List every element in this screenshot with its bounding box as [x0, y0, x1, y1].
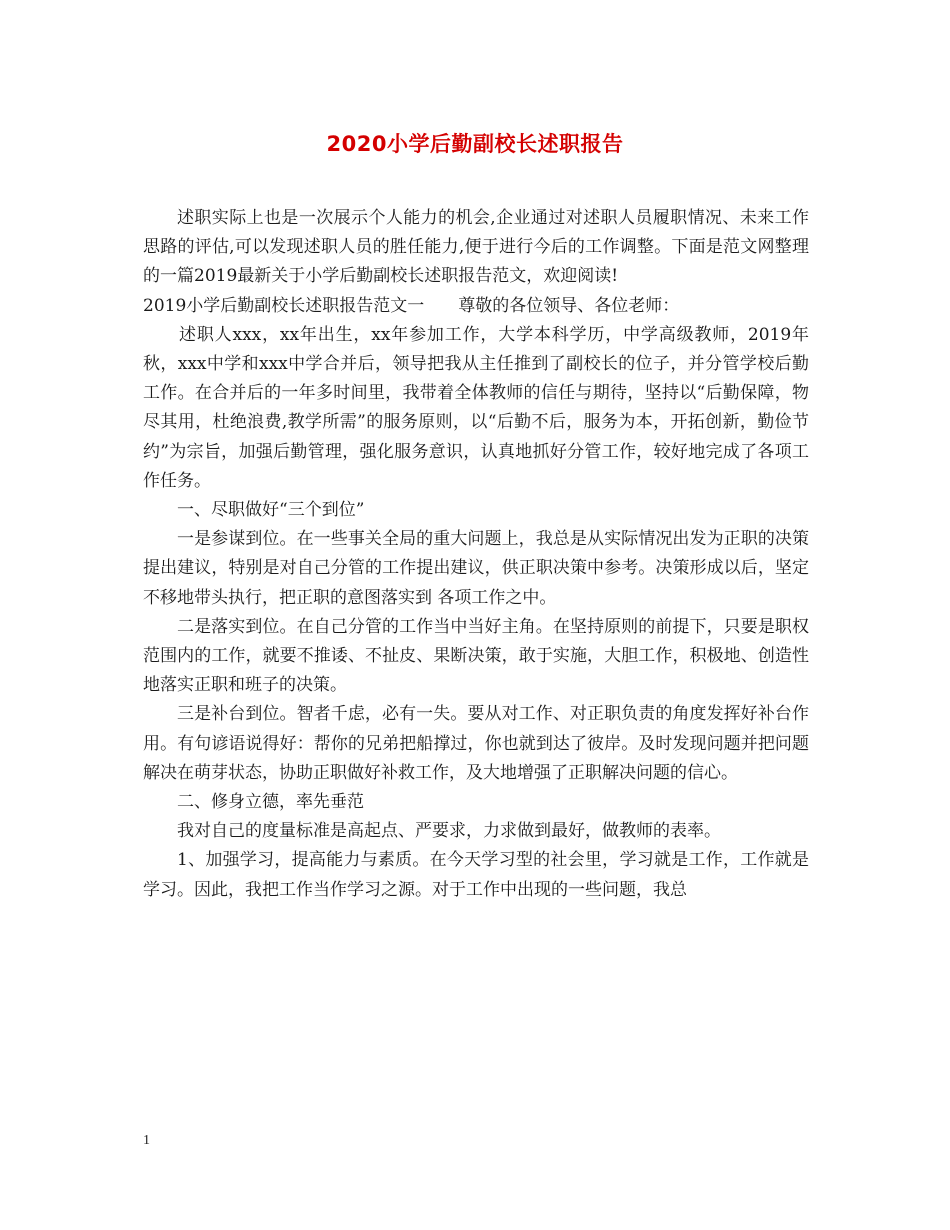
paragraph-support: 三是补台到位。智者千虑，必有一失。要从对工作、对正职负责的角度发挥好补台作用。有句谚语说得好：帮你的兄弟把船撑过，你也就到达了彼岸。及时发现问题并把问题解决在萌芽状态，协助正职做好补救工作，及大地增强了正职解决问题的信心。 [143, 704, 809, 783]
paragraph-standards: 我对自己的度量标准是高起点、严要求，力求做到最好，做教师的表率。 [177, 821, 721, 842]
paragraph-learning: 1、加强学习，提高能力与素质。在今天学习型的社会里，学习就是工作，工作就是学习。因此，我把工作当作学习之源。对于工作中出现的一些问题，我总 [143, 850, 809, 900]
document-body [143, 204, 809, 905]
document-title: 2020小学后勤副校长述职报告 [326, 132, 624, 156]
section-heading-2: 二、修身立德，率先垂范 [177, 792, 364, 813]
intro-paragraph: 述职实际上也是一次展示个人能力的机会,企业通过对述职人员履职情况、未来工作思路的评估,可以发现述职人员的胜任能力,便于进行今后的工作调整。下面是范文网整理的一篇2019最新关于小学后勤副校长述职报告范文，欢迎阅读! [143, 208, 809, 287]
page-number: 1 [143, 1133, 150, 1148]
paragraph-implementation: 二是落实到位。在自己分管的工作当中当好主角。在坚持原则的前提下，只要是职权范围内的工作，就要不推诿、不扯皮、果断决策，敢于实施，大胆工作，积极地、创造性地落实正职和班子的决策。 [143, 616, 809, 696]
paragraph-advisory: 一是参谋到位。在一些事关全局的重大问题上，我总是从实际情况出发为正职的决策提出建议，特别是对自己分管的工作提出建议，供正职决策中参考。决策形成以后，坚定不移地带头执行，把正职的意图落实到 各项工作之中。 [143, 529, 809, 608]
section-heading-1: 一、尽职做好“三个到位” [177, 500, 365, 521]
self-introduction-paragraph: 述职人xxx，xx年出生，xx年参加工作，大学本科学历，中学高级教师，2019年秋，xxx中学和xxx中学合并后，领导把我从主任推到了副校长的位子，并分管学校后勤工作。在合并后的一年多时间里，我带着全体教师的信任与期待，坚持以“后勤保障，物尽其用，杜绝浪费,教学所需”的服务原则，以“后勤不后，服务为本，开拓创新，勤俭节约”为宗旨，加强后勤管理，强化服务意识，认真地抓好分管工作，较好地完成了各项工作任务。 [143, 324, 809, 491]
sample-heading-line: 2019小学后勤副校长述职报告范文一 尊敬的各位领导、各位老师： [143, 295, 680, 316]
